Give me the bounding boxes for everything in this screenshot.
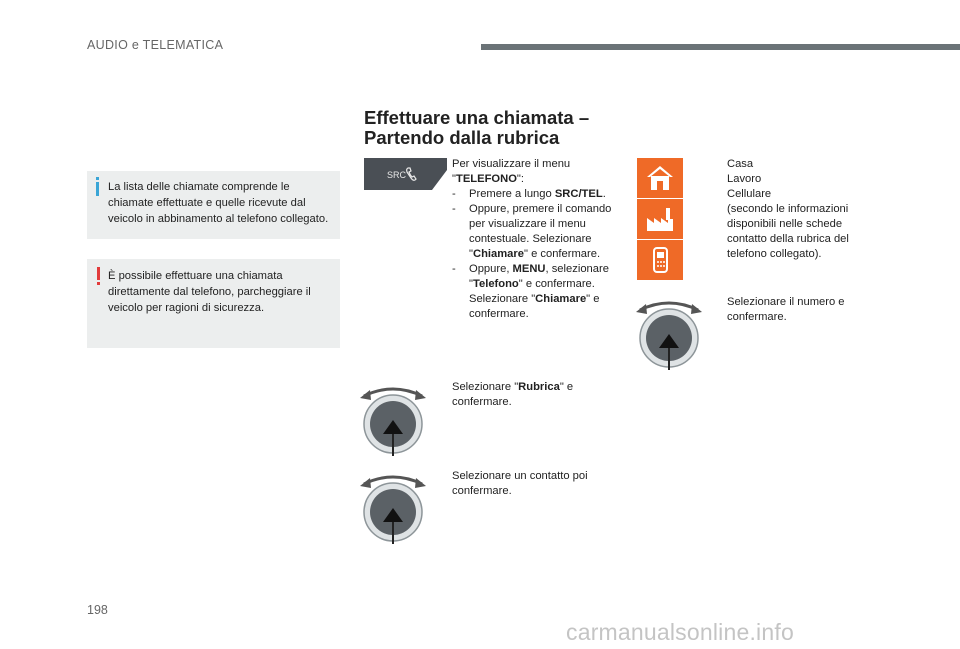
- rotary-knob-icon: [358, 380, 428, 460]
- step-numero: Selezionare il numero e confermare.: [727, 296, 845, 323]
- contact-type-lavoro: Lavoro: [727, 173, 762, 185]
- page-number: 198: [87, 603, 108, 617]
- watermark: carmanualsonline.info: [566, 619, 794, 645]
- src-button-label: SRC: [387, 170, 407, 180]
- section-title: [364, 108, 624, 148]
- info-note: [87, 171, 340, 239]
- header-rule: [481, 44, 960, 50]
- header-title: AUDIO e TELEMATICA: [87, 38, 224, 52]
- contact-types-text: [727, 157, 867, 262]
- warning-icon: [97, 267, 101, 285]
- info-icon: [96, 177, 99, 196]
- warning-note-text: È possibile effettuare una chiamata direttamente dal telefono, parcheggiare il veicolo per ragioni di sicurezza.: [108, 270, 311, 314]
- rotary-knob-icon: [358, 468, 428, 548]
- contact-type-casa: Casa: [727, 158, 754, 170]
- factory-icon: [637, 198, 683, 239]
- step-rubrica: Selezionare "Rubrica" e confermare.: [452, 381, 574, 408]
- rotary-knob-icon: [634, 294, 704, 374]
- contact-type-cellulare: Cellulare: [727, 188, 772, 200]
- info-note-text: La lista delle chiamate comprende le chiamate effettuate e quelle ricevute dal veicolo in abbinamento al telefono collegato.: [108, 181, 329, 225]
- mobile-phone-icon: [637, 239, 683, 280]
- home-icon: [637, 158, 683, 198]
- warning-note: [87, 259, 340, 348]
- section-title-line1: Effettuare una chiamata –: [364, 107, 590, 128]
- section-title-line2: Partendo dalla rubrica: [364, 127, 560, 148]
- contact-types-note: (secondo le informazioni disponibili nelle schede contatto della rubrica del telefono collegato).: [727, 203, 849, 260]
- contact-type-icons: [637, 158, 683, 280]
- step-contatto: Selezionare un contatto poi confermare.: [452, 470, 588, 497]
- src-tel-button: [364, 158, 447, 190]
- step-telefono-menu: Per visualizzare il menu "TELEFONO": - Premere a lungo SRC/TEL. - Oppure, premere il comando per visualizzare il menu contestuale. Selezionare "Chiamare" e confermare. - Oppure, MENU, selezionare "Telefono" e confermare. Selezionare "Chiamare" e confermare.: [452, 158, 612, 320]
